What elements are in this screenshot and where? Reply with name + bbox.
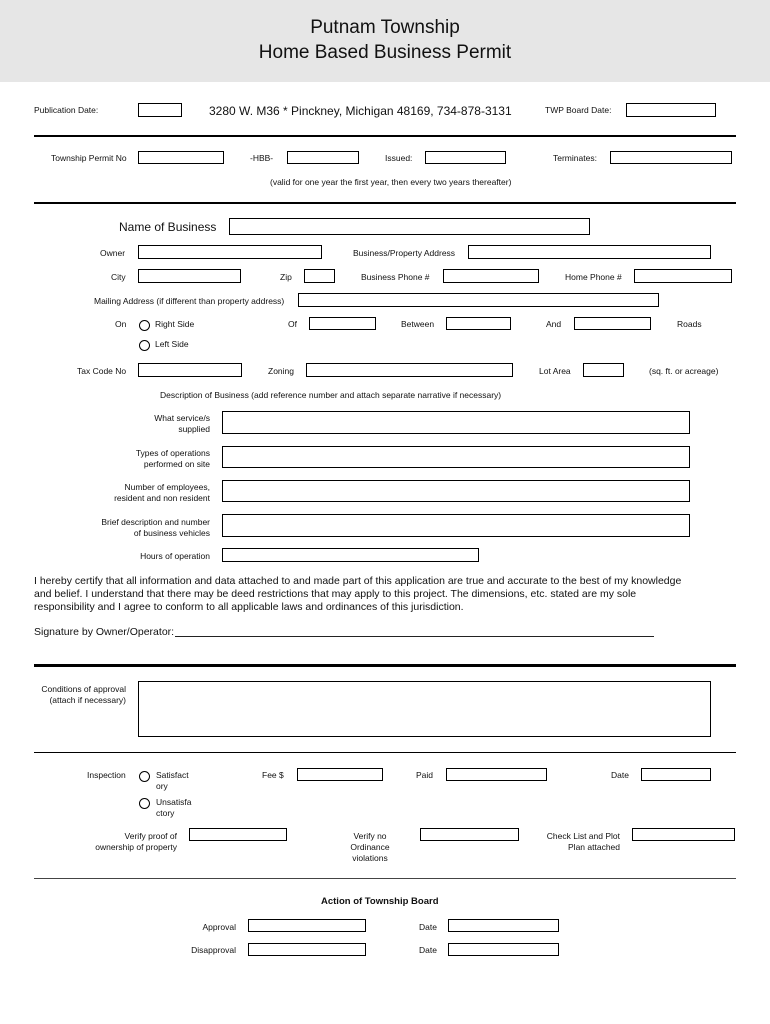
services-label-line1: What service/s [154, 413, 210, 423]
operations-label-line1: Types of operations [135, 448, 210, 458]
business-phone-label: Business Phone # [361, 272, 430, 282]
disapproval-date-field[interactable] [448, 943, 559, 956]
certification-line3: responsibility and I agree to conform to all applicable laws and ordinances of this jurisdiction. [34, 601, 464, 613]
city-label: City [111, 272, 126, 282]
mailing-address-label: Mailing Address (if different than property address) [94, 296, 285, 306]
verify-ordinance-label-line1: Verify no [353, 831, 387, 841]
approval-date-field[interactable] [448, 919, 559, 932]
approval-field[interactable] [248, 919, 366, 932]
form-title-line2: Home Based Business Permit [258, 42, 512, 63]
section-divider [34, 135, 736, 137]
township-address: 3280 W. M36 * Pinckney, Michigan 48169, 734-878-3131 [209, 104, 512, 118]
disapproval-date-label: Date [419, 945, 437, 955]
city-field[interactable] [138, 269, 241, 283]
section-divider [34, 202, 736, 204]
services-label-line2: supplied [178, 424, 210, 434]
vehicles-field[interactable] [222, 514, 690, 537]
employees-label-line1: Number of employees, [124, 482, 210, 492]
permit-no-label: Township Permit No [51, 153, 127, 163]
issued-label: Issued: [385, 153, 413, 163]
mailing-address-field[interactable] [298, 293, 659, 307]
description-heading: Description of Business (add reference number and attach separate narrative if necessary) [160, 390, 502, 400]
tax-code-field[interactable] [138, 363, 242, 377]
signature-line[interactable] [175, 636, 654, 637]
section-divider [34, 752, 736, 753]
conditions-field[interactable] [138, 681, 711, 737]
right-side-label: Right Side [155, 319, 195, 329]
approval-date-label: Date [419, 922, 437, 932]
lot-area-unit: (sq. ft. or acreage) [649, 366, 719, 376]
inspection-date-field[interactable] [641, 768, 711, 781]
zip-field[interactable] [304, 269, 335, 283]
fee-label: Fee $ [262, 770, 284, 780]
zoning-field[interactable] [306, 363, 513, 377]
home-phone-field[interactable] [634, 269, 732, 283]
lot-area-label: Lot Area [539, 366, 571, 376]
of-label: Of [288, 319, 297, 329]
paid-label: Paid [416, 770, 434, 780]
verify-ordinance-label-line3: violations [352, 853, 388, 863]
form-title-line1: Putnam Township [310, 17, 460, 38]
services-field[interactable] [222, 411, 690, 434]
permit-no-field[interactable] [138, 151, 224, 164]
left-side-radio[interactable] [139, 340, 150, 351]
validity-note: (valid for one year the first year, then every two years thereafter) [270, 177, 512, 187]
checklist-label-line1: Check List and Plot [546, 831, 620, 841]
publication-date-field[interactable] [138, 103, 182, 117]
unsatisfactory-label-line1: Unsatisfa [156, 797, 192, 807]
signature-label: Signature by Owner/Operator: [34, 626, 175, 638]
verify-ownership-field[interactable] [189, 828, 287, 841]
right-side-radio[interactable] [139, 320, 150, 331]
disapproval-label: Disapproval [191, 945, 236, 955]
unsatisfactory-label-line2: ctory [156, 808, 175, 818]
employees-field[interactable] [222, 480, 690, 502]
board-heading: Action of Township Board [321, 896, 439, 907]
section-divider [34, 664, 736, 667]
approval-label: Approval [202, 922, 236, 932]
home-phone-label: Home Phone # [565, 272, 622, 282]
inspection-date-label: Date [611, 770, 629, 780]
vehicles-label-line1: Brief description and number [101, 517, 210, 527]
twp-board-date-field[interactable] [626, 103, 716, 117]
of-road-field[interactable] [309, 317, 376, 330]
terminates-field[interactable] [610, 151, 732, 164]
zoning-label: Zoning [268, 366, 294, 376]
disapproval-field[interactable] [248, 943, 366, 956]
conditions-label-line2: (attach if necessary) [49, 695, 126, 705]
inspection-label: Inspection [87, 770, 126, 780]
business-name-field[interactable] [229, 218, 590, 235]
left-side-label: Left Side [155, 339, 189, 349]
property-address-label: Business/Property Address [353, 248, 456, 258]
between-label: Between [401, 319, 435, 329]
checklist-field[interactable] [632, 828, 735, 841]
business-name-label: Name of Business [119, 220, 217, 234]
verify-ordinance-label-line2: Ordinance [350, 842, 390, 852]
roads-label: Roads [677, 319, 702, 329]
hbb-label: -HBB- [250, 153, 274, 163]
section-divider [34, 878, 736, 879]
and-label: And [546, 319, 562, 329]
employees-label-line2: resident and non resident [114, 493, 210, 503]
certification-line2: and belief. I understand that there may be deed restrictions that may apply to this project. The dimensions, etc. stated are my sole [34, 588, 637, 600]
business-phone-field[interactable] [443, 269, 539, 283]
on-label: On [115, 319, 127, 329]
lot-area-field[interactable] [583, 363, 624, 377]
zip-label: Zip [280, 272, 292, 282]
paid-field[interactable] [446, 768, 547, 781]
certification-line1: I hereby certify that all information and data attached to and made part of this application are true and accurate to the best of my knowledge [34, 575, 682, 587]
owner-label: Owner [100, 248, 126, 258]
operations-field[interactable] [222, 446, 690, 468]
vehicles-label-line2: of business vehicles [133, 528, 210, 538]
verify-ownership-label-line1: Verify proof of [124, 831, 177, 841]
verify-ownership-label-line2: ownership of property [95, 842, 177, 852]
conditions-label-line1: Conditions of approval [41, 684, 126, 694]
satisfactory-radio[interactable] [139, 771, 150, 782]
satisfactory-label-line1: Satisfact [156, 770, 189, 780]
between-road-field[interactable] [446, 317, 511, 330]
and-road-field[interactable] [574, 317, 651, 330]
form-header [0, 0, 770, 82]
terminates-label: Terminates: [553, 153, 597, 163]
hbb-field[interactable] [287, 151, 359, 164]
tax-code-label: Tax Code No [77, 366, 127, 376]
issued-field[interactable] [425, 151, 506, 164]
satisfactory-label-line2: ory [156, 781, 168, 791]
hours-field[interactable] [222, 548, 479, 562]
hours-label: Hours of operation [140, 551, 210, 561]
publication-date-label: Publication Date: [34, 105, 99, 115]
property-address-field[interactable] [468, 245, 711, 259]
checklist-label-line2: Plan attached [568, 842, 620, 852]
unsatisfactory-radio[interactable] [139, 798, 150, 809]
fee-field[interactable] [297, 768, 383, 781]
owner-field[interactable] [138, 245, 322, 259]
twp-board-date-label: TWP Board Date: [545, 105, 612, 115]
operations-label-line2: performed on site [143, 459, 210, 469]
